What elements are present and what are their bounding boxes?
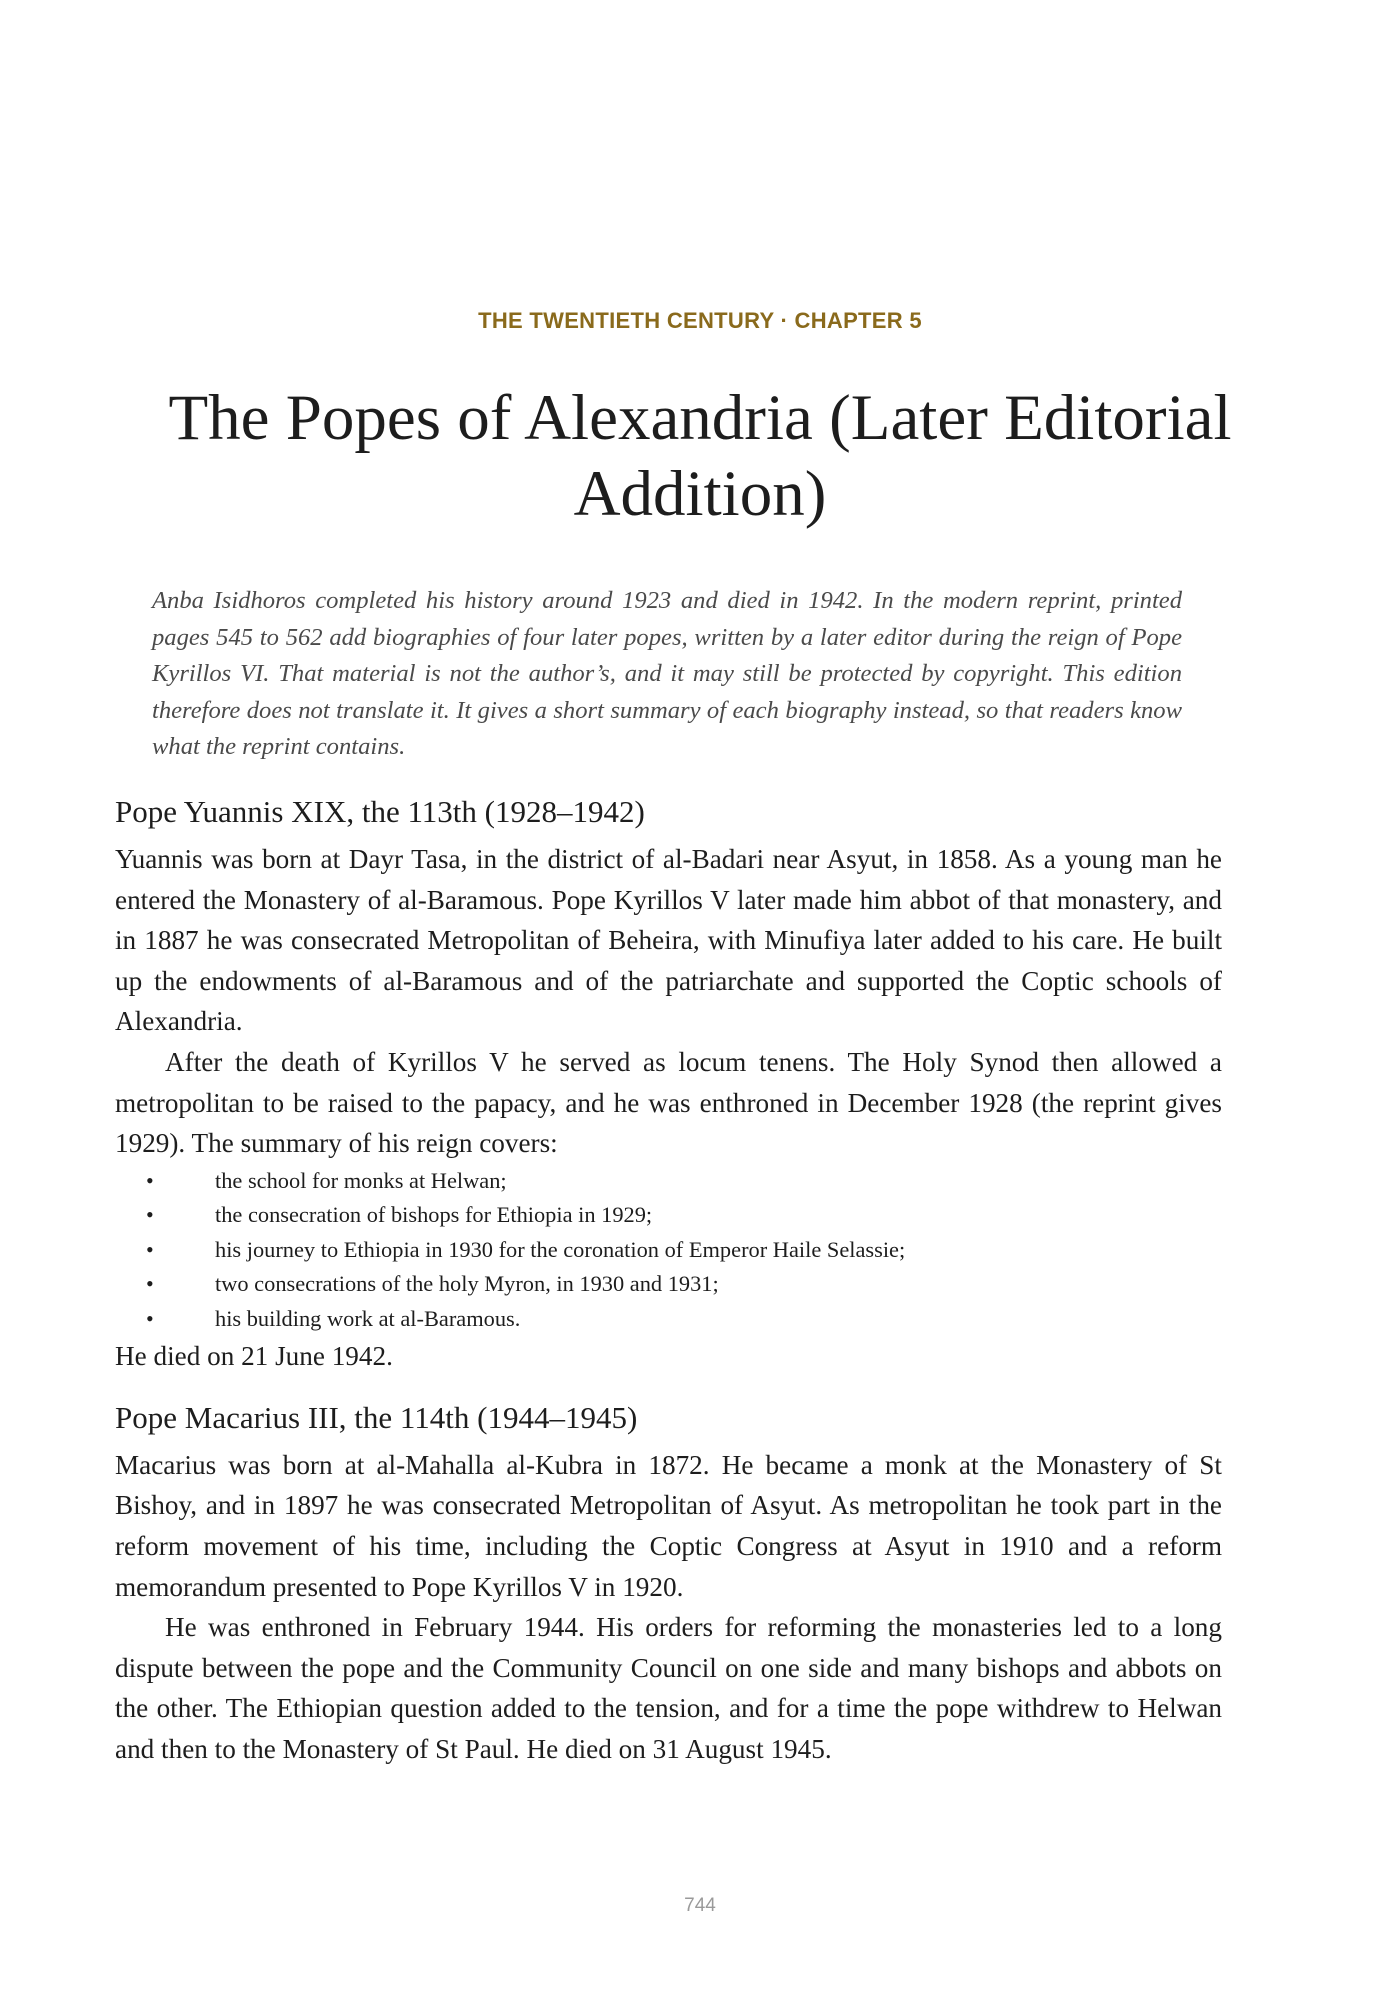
list-item: [115, 1267, 1222, 1302]
list-item-text: the school for monks at Helwan;: [215, 1167, 507, 1193]
list-item-text: his journey to Ethiopia in 1930 for the coronation of Emperor Haile Selassie;: [215, 1236, 906, 1262]
section-heading-macarius: Pope Macarius III, the 114th (1944–1945): [115, 1399, 638, 1435]
list-item: [115, 1233, 1222, 1268]
list-item-text: two consecrations of the holy Myron, in 1930 and 1931;: [215, 1271, 719, 1297]
list-item: [115, 1302, 1222, 1337]
page-number: 744: [684, 1895, 716, 1916]
chapter-kicker: THE TWENTIETH CENTURY · CHAPTER 5: [478, 308, 922, 333]
body-paragraph: Yuannis was born at Dayr Tasa, in the district of al-Badari near Asyut, in 1858. As a young man he entered the Monastery of al-Baramous. Pope Kyrillos V later made him abbot of that monastery, and in 1887 he was consecrated Metropolitan of Beheira, with Minufiya later added to his care. He built up the endowments of al-Baramous and of the patriarchate and supported the Coptic schools of Alexandria.: [115, 844, 1222, 1037]
bullet-icon: •: [146, 1305, 154, 1331]
reign-summary-list: [115, 1164, 1222, 1337]
list-item-text: his building work at al-Baramous.: [215, 1305, 521, 1331]
list-item: [115, 1198, 1222, 1233]
bullet-icon: •: [146, 1236, 154, 1262]
chapter-title: The Popes of Alexandria (Later Editorial Addition): [168, 382, 1232, 531]
bullet-icon: •: [146, 1202, 154, 1228]
body-paragraph: He died on 21 June 1942.: [115, 1341, 393, 1372]
body-paragraph: He was enthroned in February 1944. His orders for reforming the monasteries led to a long dispute between the pope and the Community Council on one side and many bishops and abbots on the other. The Ethiopian question added to the tension, and for a time the pope withdrew to Helwan and then to the Monastery of St Paul. He died on 31 August 1945.: [115, 1612, 1222, 1764]
section-heading-yuannis: Pope Yuannis XIX, the 113th (1928–1942): [115, 794, 645, 829]
bullet-icon: •: [146, 1271, 154, 1297]
bullet-icon: •: [146, 1167, 154, 1193]
editorial-note: Anba Isidhoros completed his history around 1923 and died in 1942. In the modern reprint, printed pages 545 to 562 add biographies of four later popes, written by a later editor during the reign of Pope Kyrillos VI. That material is not the author’s, and it may still be protected by copyright. This edition therefore does not translate it. It gives a short summary of each biography instead, so that readers know what the reprint contains.: [152, 587, 1182, 760]
body-paragraph: Macarius was born at al-Mahalla al-Kubra in 1872. He became a monk at the Monastery of St Bishoy, and in 1897 he was consecrated Metropolitan of Asyut. As metropolitan he took part in the reform movement of his time, including the Coptic Congress at Asyut in 1910 and a reform memorandum presented to Pope Kyrillos V in 1920.: [115, 1449, 1222, 1602]
chapter-body: [115, 790, 1222, 1770]
list-item-text: the consecration of bishops for Ethiopia in 1929;: [215, 1202, 653, 1228]
body-paragraph: After the death of Kyrillos V he served as locum tenens. The Holy Synod then allowed a metropolitan to be raised to the papacy, and he was enthroned in December 1928 (the reprint gives 1929). The summary of his reign covers:: [115, 1046, 1222, 1159]
list-item: [115, 1164, 1222, 1199]
